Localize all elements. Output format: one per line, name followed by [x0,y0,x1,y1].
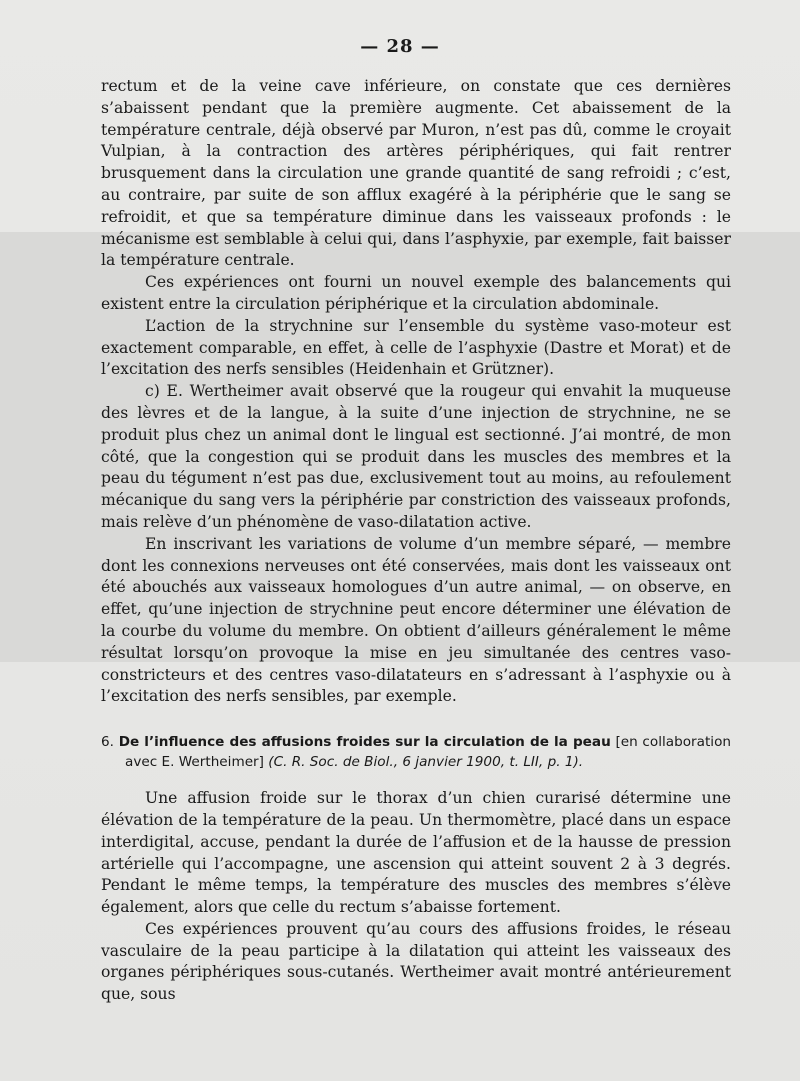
section-number: 6. [101,734,114,751]
paragraph-5: En inscrivant les variations de volume d’un membre séparé, — membre dont les connexions nerveuses ont été conservées, mais dont les vaisseaux ont été abouchés aux vaisseaux homologues d’un autre animal, — on observe, en effet, qu’une injection de strychnine peut encore déterminer une élévation de la courbe du volume du membre. On obtient d’ailleurs généralement le même résultat lorsqu’on provoque la mise en jeu simultanée des centres vaso-constricteurs et des centres vaso-dilatateurs en s’adressant à l’asphyxie ou à l’excitation des nerfs sensibles, par exemple. [101,534,731,706]
section-collab: [en collaboration avec E. Wertheimer] [125,734,732,771]
paragraph-3: L’action de la strychnine sur l’ensemble du système vaso-moteur est exactement comparable, en effet, à celle de l’asphyxie (Dastre et Morat) et de l’excitation des nerfs sensibles (Heidenhain et Grützner). [101,316,731,379]
section-heading [101,732,731,772]
section-title: De l’influence des affusions froides sur la circulation de la peau [118,734,611,751]
page-number: — 28 — [360,36,440,57]
paragraph-6: Une affusion froide sur le thorax d’un chien curarisé détermine une élévation de la température de la peau. Un thermomètre, placé dans un espace interdigital, accuse, pendant la durée de l’affusion et de la hausse de pression artérielle qui l’accompagne, une ascension qui atteint souvent 2 à 3 degrés. Pendant le même temps, la température des muscles des membres s’élève également, alors que celle du rectum s’abaisse fortement. [101,789,731,917]
paragraph-1: rectum et de la veine cave inférieure, on constate que ces dernières s’abaissent pendant que la première augmente. Cet abaissement de la température centrale, déjà observé par Muron, n’est pas dû, comme le croyait Vulpian, à la contraction des artères périphériques, qui fait rentrer brusquement dans la circulation une grande quantité de sang refroidi ; c’est, au contraire, par suite de son afflux exagéré à la périphérie que le sang se refroidit, et que sa température diminue dans les vaisseaux profonds : le mécanisme est semblable à celui qui, dans l’asphyxie, par exemple, fait baisser la température centrale. [101,77,731,270]
body-text [101,76,731,1006]
paragraph-4: c) E. Wertheimer avait observé que la rougeur qui envahit la muqueuse des lèvres et de la langue, à la suite d’une injection de strychnine, ne se produit plus chez un animal dont le lingual est sectionné. J’ai montré, de mon côté, que la congestion qui se produit dans les muscles des membres et la peau du tégument n’est pas due, exclusivement tout au moins, au refoulement mécanique du sang vers la périphérie par constriction des vaisseaux profonds, mais relève d’un phénomène de vaso-dilatation active. [101,382,731,531]
section-reference: (C. R. Soc. de Biol., 6 janvier 1900, t. LII, p. 1). [268,754,584,771]
paragraph-2: Ces expériences ont fourni un nouvel exemple des balancements qui existent entre la circulation périphérique et la circulation abdominale. [101,273,731,313]
paragraph-7: Ces expériences prouvent qu’au cours des affusions froides, le réseau vasculaire de la peau participe à la dilatation qui atteint les vaisseaux des organes périphériques sous-cutanés. Wertheimer avait montré antérieurement que, sous [101,919,731,1004]
